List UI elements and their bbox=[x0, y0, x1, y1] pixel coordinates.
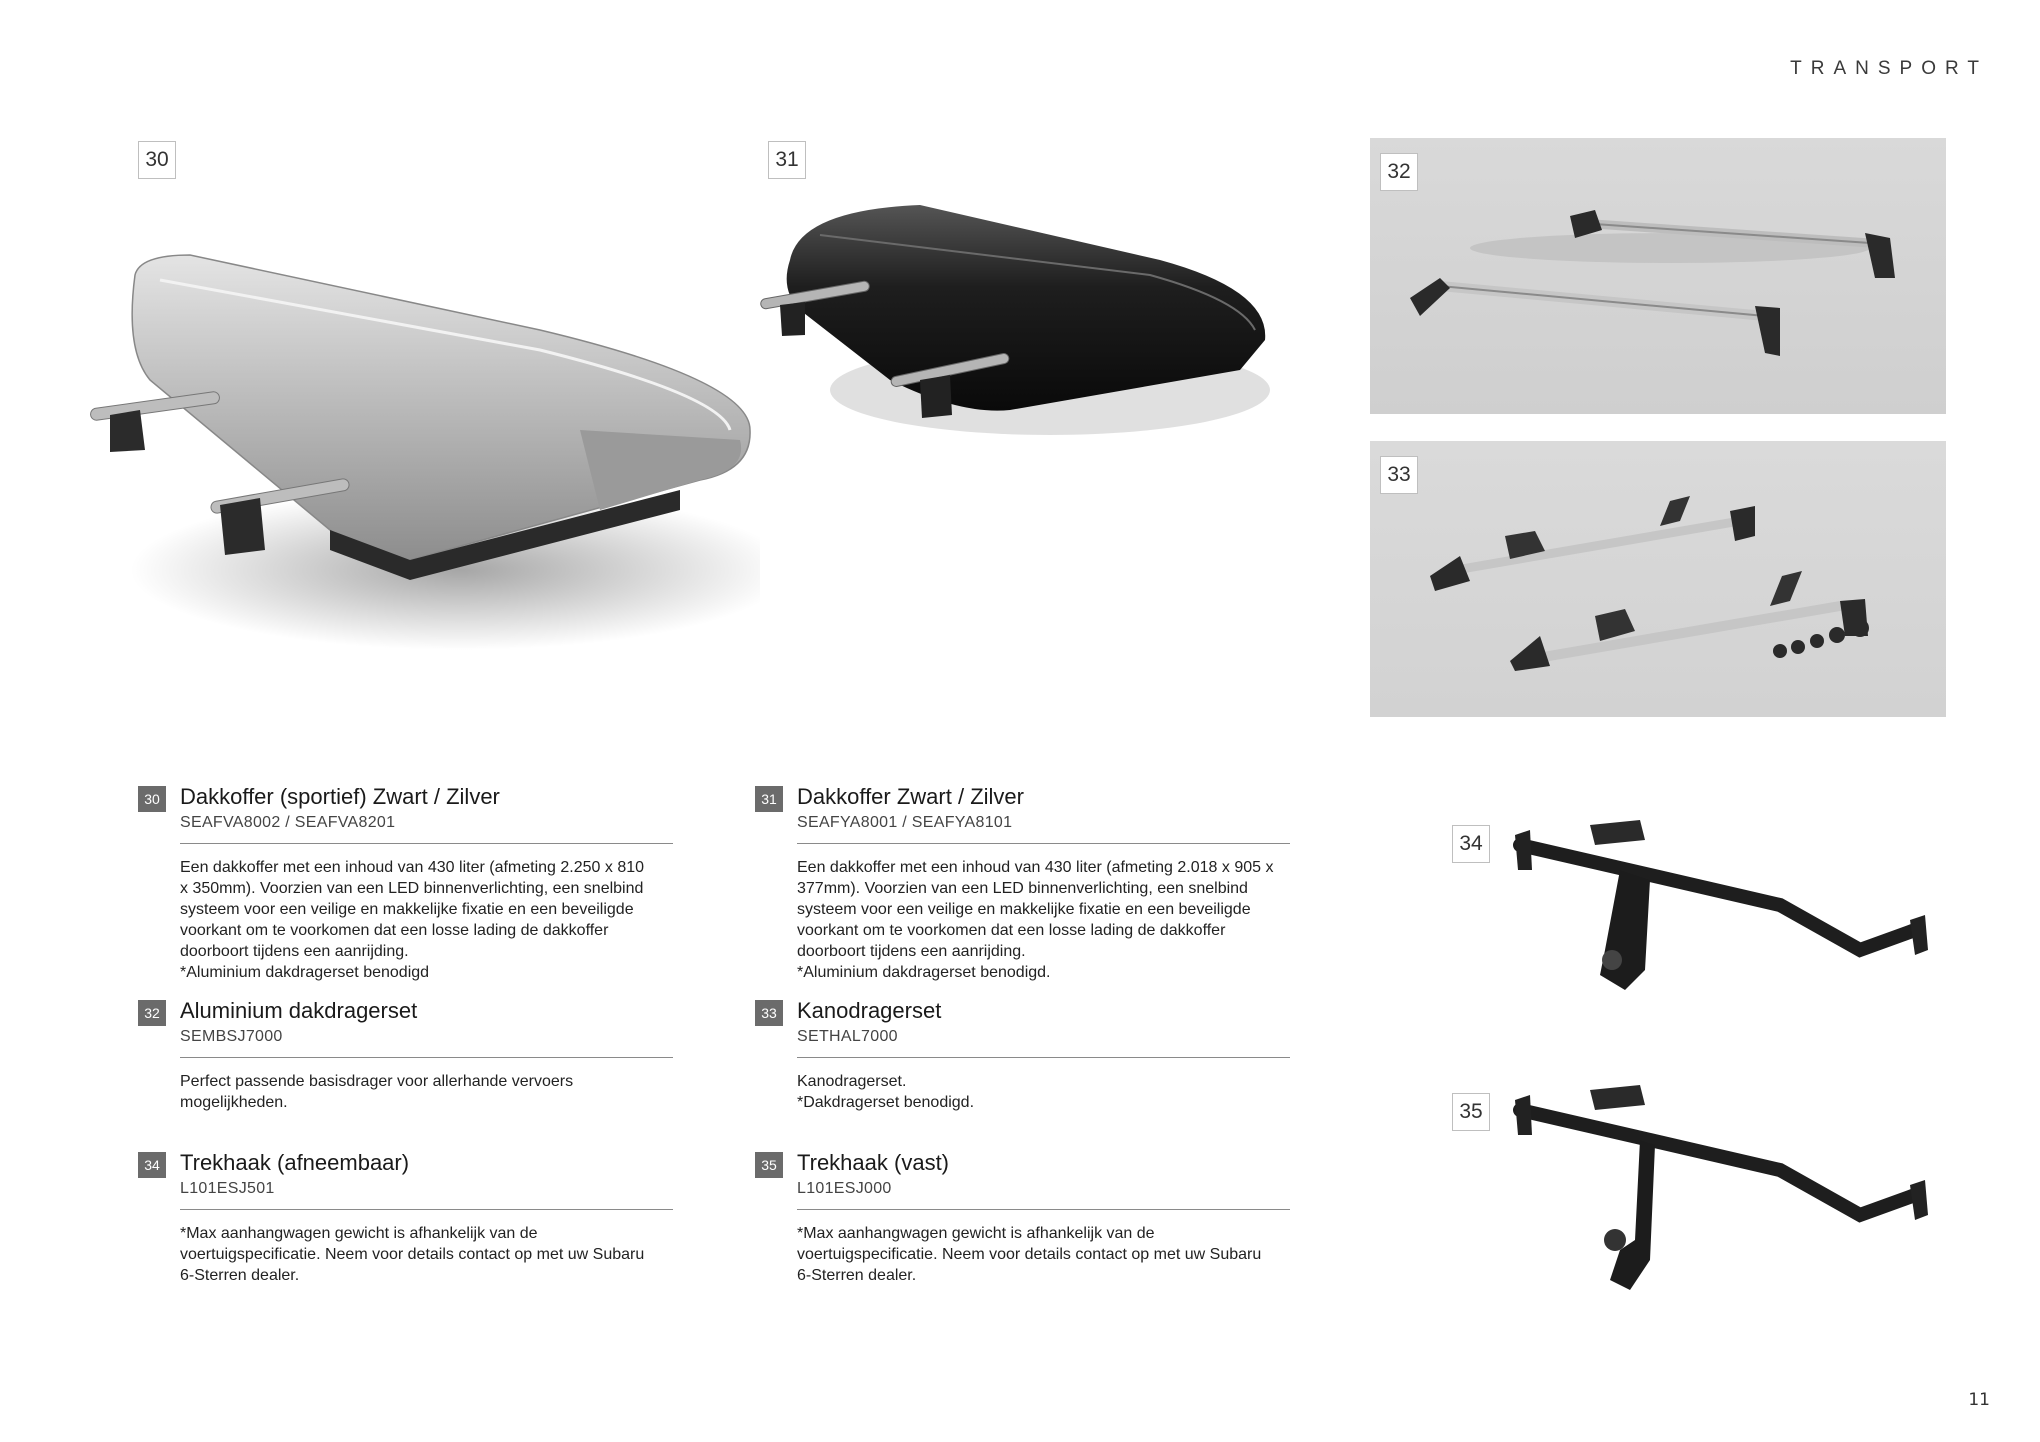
divider bbox=[180, 843, 673, 844]
section-title: TRANSPORT bbox=[1790, 58, 1988, 79]
image-label-31: 31 bbox=[768, 141, 806, 179]
image-label-32: 32 bbox=[1380, 153, 1418, 191]
product-description: Een dakkoffer met een inhoud van 430 liter (afmeting 2.018 x 905 x 377mm). Voorzien van een LED binnenverlichting, een snelbind systeem voor een veilige en makkelijke fixatie en een beveiligde voorkant om te voorkomen dat een losse lading de dakkoffer doorboort tijdens een aanrijding. *Aluminium dakdragerset benodigd. bbox=[797, 859, 1274, 981]
roof-box-black-icon bbox=[760, 190, 1280, 450]
divider bbox=[797, 843, 1290, 844]
product-description: *Max aanhangwagen gewicht is afhankelijk van de voertuigspecificatie. Neem voor details contact op met uw Subaru 6-Sterren dealer. bbox=[180, 1225, 645, 1284]
roof-box-silver-icon bbox=[80, 230, 760, 700]
image-label-33: 33 bbox=[1380, 456, 1418, 494]
product-34 bbox=[138, 1148, 673, 1286]
divider bbox=[797, 1057, 1290, 1058]
product-code: SEAFVA8002 / SEAFVA8201 bbox=[180, 814, 396, 831]
image-label-30: 30 bbox=[138, 141, 176, 179]
product-description: *Max aanhangwagen gewicht is afhankelijk van de voertuigspecificatie. Neem voor details contact op met uw Subaru 6-Sterren dealer. bbox=[797, 1225, 1262, 1284]
product-title: Dakkoffer (sportief) Zwart / Zilver bbox=[180, 784, 500, 809]
product-32 bbox=[138, 996, 673, 1113]
product-title: Trekhaak (vast) bbox=[797, 1150, 950, 1175]
roof-bars-photo bbox=[1370, 138, 1946, 414]
canoe-carrier-icon bbox=[1370, 441, 1946, 717]
product-code: SEMBSJ7000 bbox=[180, 1028, 283, 1045]
product-35 bbox=[755, 1148, 1290, 1286]
product-number-badge: 30 bbox=[138, 786, 166, 812]
product-code: L101ESJ501 bbox=[180, 1180, 275, 1197]
towbar-fixed-icon bbox=[1500, 1080, 1940, 1320]
product-title: Aluminium dakdragerset bbox=[180, 998, 418, 1023]
towbar-detachable-icon bbox=[1500, 810, 1940, 1050]
canoe-carrier-photo bbox=[1370, 441, 1946, 717]
roof-bars-icon bbox=[1370, 138, 1946, 414]
image-label-35: 35 bbox=[1452, 1093, 1490, 1131]
product-code: SETHAL7000 bbox=[797, 1028, 898, 1045]
product-number-badge: 33 bbox=[755, 1000, 783, 1026]
roof-box-black-photo bbox=[760, 190, 1280, 450]
product-description: Kanodragerset. *Dakdragerset benodigd. bbox=[797, 1073, 975, 1111]
product-title: Dakkoffer Zwart / Zilver bbox=[797, 784, 1024, 809]
product-description: Een dakkoffer met een inhoud van 430 liter (afmeting 2.250 x 810 x 350mm). Voorzien van een LED binnenverlichting, een snelbind systeem voor een veilige en makkelijke fixatie en een beveiligde voorkant om te voorkomen dat een losse lading de dakkoffer doorboort tijdens een aanrijding. *Aluminium dakdragerset benodigd bbox=[180, 859, 645, 981]
product-number-badge: 35 bbox=[755, 1152, 783, 1178]
product-31 bbox=[755, 782, 1290, 983]
page-number: 11 bbox=[1968, 1390, 1990, 1410]
product-30 bbox=[138, 782, 673, 983]
towbar-detachable-photo bbox=[1500, 810, 1940, 1050]
divider bbox=[797, 1209, 1290, 1210]
towbar-fixed-photo bbox=[1500, 1080, 1940, 1320]
product-description: Perfect passende basisdrager voor allerhande vervoers mogelijkheden. bbox=[180, 1073, 574, 1111]
divider bbox=[180, 1209, 673, 1210]
product-33 bbox=[755, 996, 1290, 1113]
product-number-badge: 32 bbox=[138, 1000, 166, 1026]
product-title: Kanodragerset bbox=[797, 998, 942, 1023]
divider bbox=[180, 1057, 673, 1058]
image-label-34: 34 bbox=[1452, 825, 1490, 863]
product-code: SEAFYA8001 / SEAFYA8101 bbox=[797, 814, 1013, 831]
roof-box-silver-photo bbox=[80, 230, 760, 700]
product-title: Trekhaak (afneembaar) bbox=[180, 1150, 410, 1175]
product-code: L101ESJ000 bbox=[797, 1180, 892, 1197]
product-number-badge: 31 bbox=[755, 786, 783, 812]
product-number-badge: 34 bbox=[138, 1152, 166, 1178]
